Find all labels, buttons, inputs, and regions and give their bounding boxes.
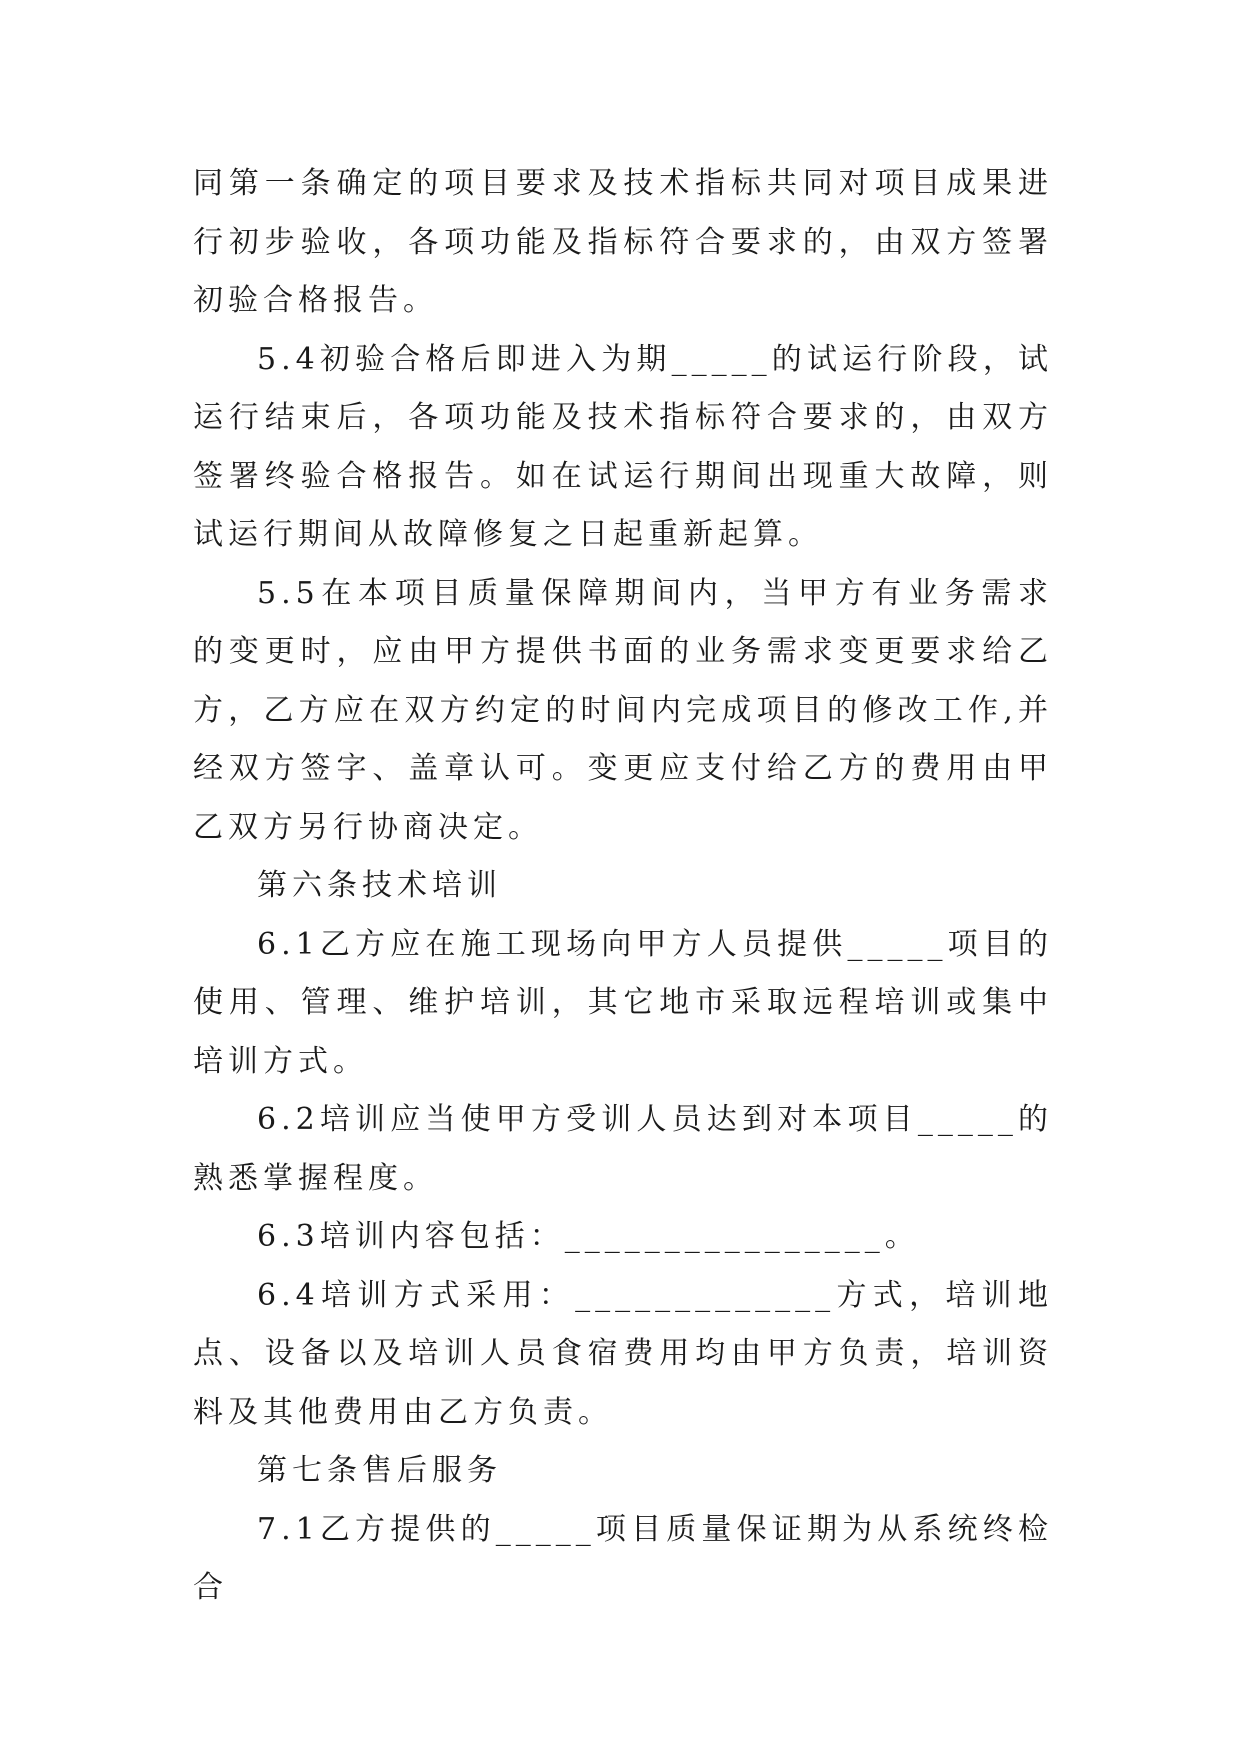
paragraph-6-4: 6.4培训方式采用：_____________方式，培训地点、设备以及培训人员食宿费用均由甲方负责，培训资料及其他费用由乙方负责。	[193, 1277, 1053, 1430]
paragraph-5-4: 5.4初验合格后即进入为期_____的试运行阶段，试运行结束后，各项功能及技术指标符合要求的，由双方签署终验合格报告。如在试运行期间出现重大故障，则试运行期间从故障修复之日起重新起算。	[193, 341, 1053, 552]
paragraph-continuation: 同第一条确定的项目要求及技术指标共同对项目成果进行初步验收，各项功能及指标符合要求的，由双方签署初验合格报告。	[193, 166, 1053, 318]
paragraph-6-3: 6.3培训内容包括：________________。	[257, 1219, 920, 1254]
paragraph-7-1: 7.1乙方提供的_____项目质量保证期为从系统终检合	[193, 1511, 1053, 1605]
document-page	[193, 155, 1053, 1618]
section-heading-6: 第六条技术培训	[257, 868, 502, 903]
paragraph-6-1: 6.1乙方应在施工现场向甲方人员提供_____项目的使用、管理、维护培训，其它地市采取远程培训或集中培训方式。	[193, 926, 1053, 1079]
section-heading-7: 第七条售后服务	[257, 1453, 502, 1488]
paragraph-6-2: 6.2培训应当使甲方受训人员达到对本项目_____的熟悉掌握程度。	[193, 1102, 1053, 1196]
paragraph-5-5: 5.5在本项目质量保障期间内，当甲方有业务需求的变更时，应由甲方提供书面的业务需求变更要求给乙方，乙方应在双方约定的时间内完成项目的修改工作,并经双方签字、盖章认可。变更应支付给乙方的费用由甲乙双方另行协商决定。	[193, 575, 1053, 845]
